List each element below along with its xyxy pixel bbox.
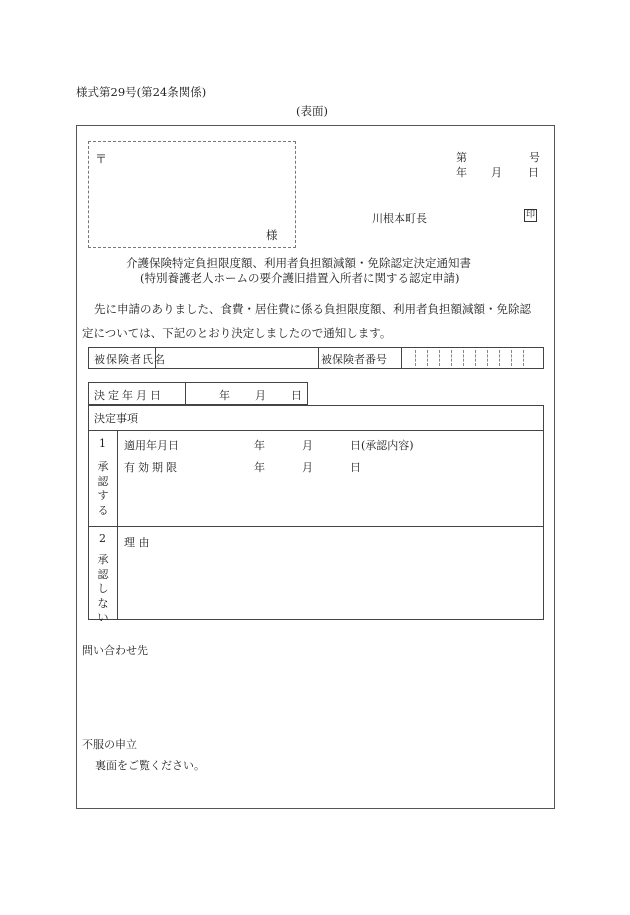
insured-number-field[interactable] xyxy=(401,348,543,368)
insured-name-label: 被保険者氏名 xyxy=(94,353,166,366)
decision-date-year: 年 xyxy=(219,389,230,402)
document-title: 介護保険特定負担限度額、利用者負担額減額・免除認定決定通知書 xyxy=(126,256,471,270)
appeal-text: 裏面をご覧ください。 xyxy=(95,759,205,772)
approve-number: 1 xyxy=(99,437,106,450)
apply-date-day-note: 日(承認内容) xyxy=(350,439,414,452)
postal-mark: 〒 xyxy=(95,152,108,166)
apply-date-label: 適用年月日 xyxy=(124,439,179,452)
date-day: 日 xyxy=(528,166,539,179)
appeal-label: 不服の申立 xyxy=(82,738,137,751)
validity-year: 年 xyxy=(254,461,265,474)
insured-name-field[interactable] xyxy=(155,348,315,368)
validity-day: 日 xyxy=(350,461,361,474)
contact-label: 問い合わせ先 xyxy=(82,644,148,657)
decision-date-label: 決定年月日 xyxy=(94,389,164,402)
validity-month: 月 xyxy=(302,461,313,474)
decision-date-day: 日 xyxy=(291,389,302,402)
decision-date-month: 月 xyxy=(255,389,266,402)
decision-header: 決定事項 xyxy=(94,412,138,425)
reject-number: 2 xyxy=(99,532,106,545)
document-subtitle: (特別養護老人ホームの要介護旧措置入所者に関する認定申請) xyxy=(140,271,460,285)
doc-number-dai: 第 xyxy=(456,151,467,164)
reject-label: 承認しない xyxy=(97,553,109,624)
issuer-name: 川根本町長 xyxy=(372,212,427,225)
body-text-line2: 定については、下記のとおり決定しましたので通知します。 xyxy=(82,326,392,340)
validity-label: 有効期限 xyxy=(124,461,180,474)
apply-date-month: 月 xyxy=(302,439,313,452)
date-month: 月 xyxy=(491,166,502,179)
doc-number-go: 号 xyxy=(529,151,540,164)
form-number: 様式第29号(第24条関係) xyxy=(76,85,207,99)
approve-label: 承認する xyxy=(97,460,109,517)
date-year: 年 xyxy=(456,166,467,179)
honorific: 様 xyxy=(266,228,278,242)
apply-date-year: 年 xyxy=(254,439,265,452)
seal-mark: 印 xyxy=(525,210,535,220)
reason-label: 理 由 xyxy=(124,536,150,549)
insured-number-label: 被保険者番号 xyxy=(321,353,387,366)
address-box xyxy=(88,141,296,248)
side-label: (表面) xyxy=(296,104,328,118)
body-text-line1: 先に申請のありました、食費・居住費に係る負担限度額、利用者負担額減額・免除認 xyxy=(94,302,531,316)
